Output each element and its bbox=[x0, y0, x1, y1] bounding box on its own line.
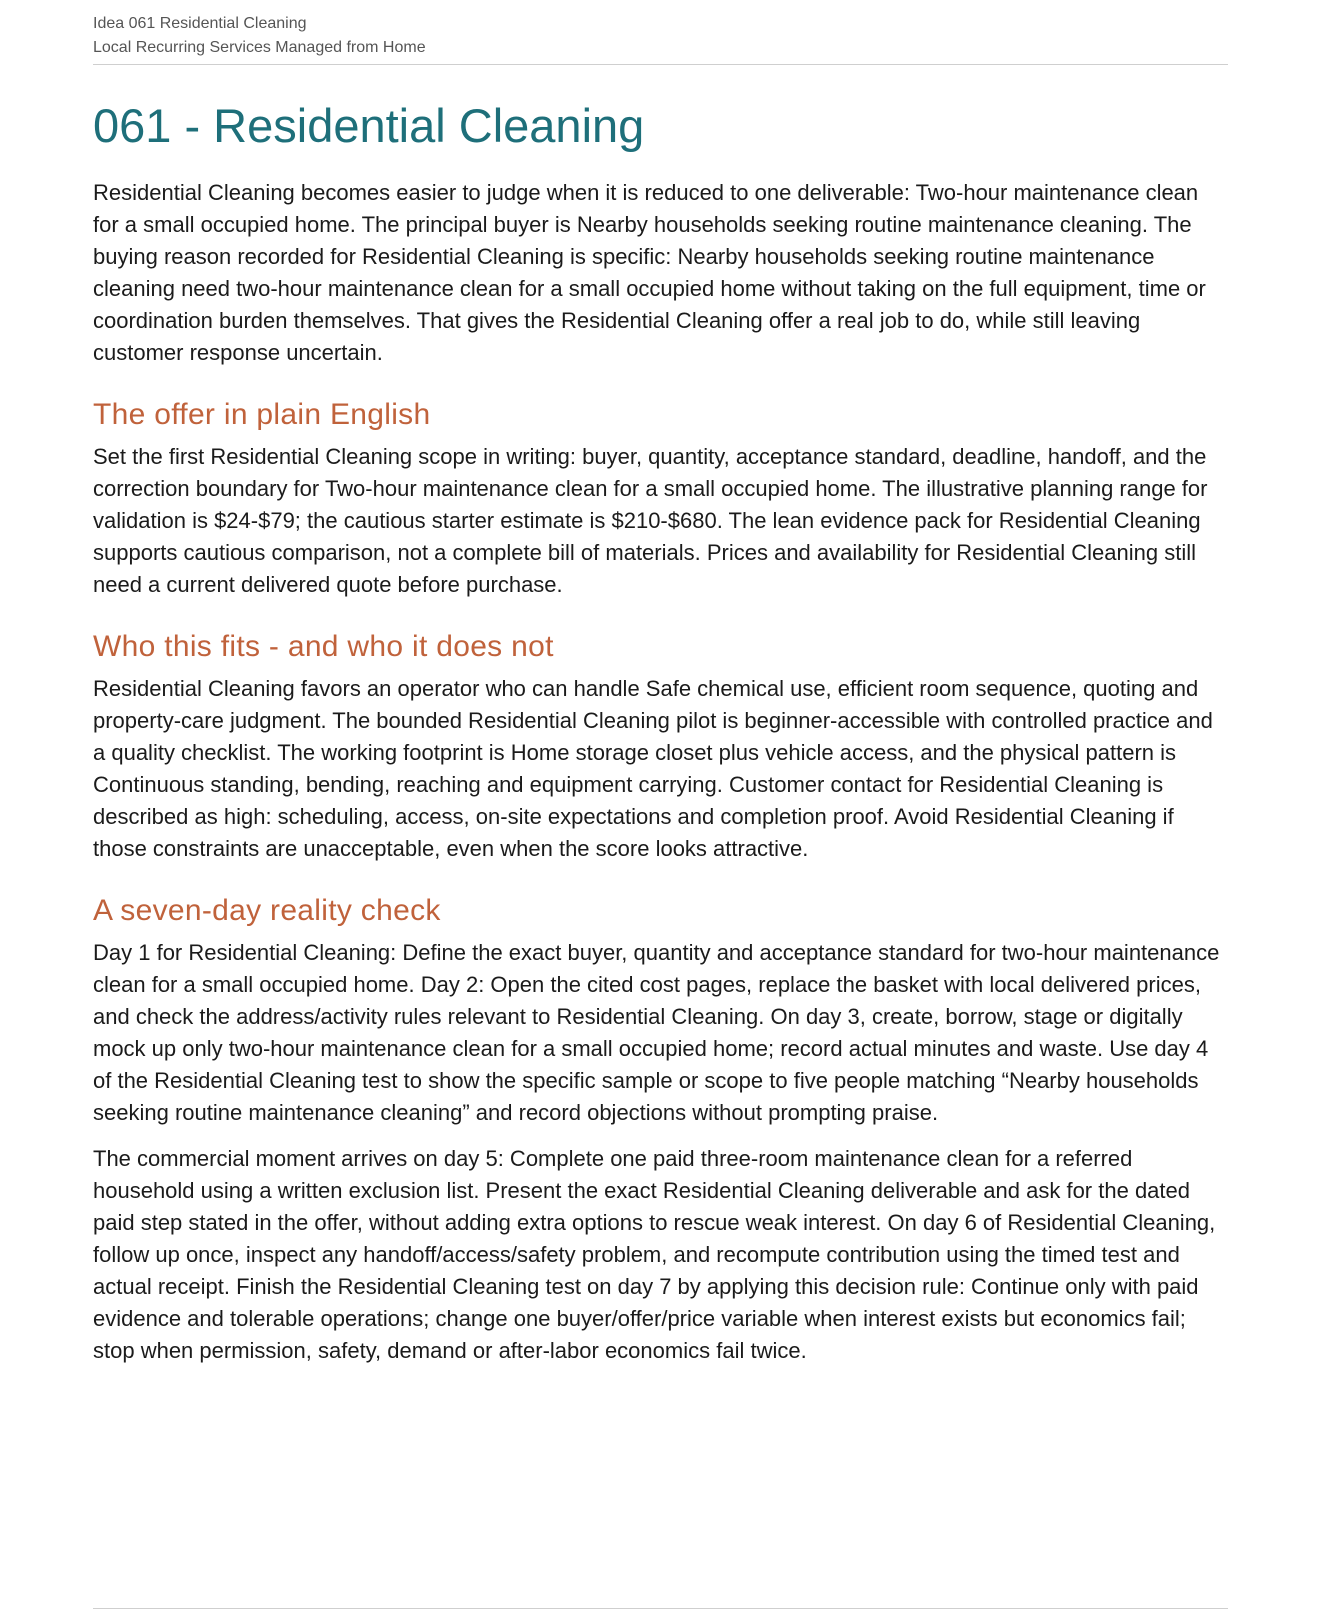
header-category-label: Local Recurring Services Managed from Home bbox=[93, 39, 426, 56]
section-reality-check bbox=[93, 891, 1228, 1367]
running-header bbox=[93, 0, 1228, 65]
document-page bbox=[93, 0, 1228, 1367]
section-heading-fit: Who this fits - and who it does not bbox=[93, 630, 554, 663]
reality-check-paragraph-2: The commercial moment arrives on day 5: Complete one paid three-room maintenance clean for a referred household using a written exclusion list. Present the exact Residential Cleaning deliverable and ask for the dated paid step stated in the offer, without adding extra options to rescue weak interest. On day 6 of Residential Cleaning, follow up once, inspect any handoff/access/safety problem, and recompute contribution using the timed test and actual receipt. Finish the Residential Cleaning test on day 7 by applying this decision rule: Continue only with paid evidence and tolerable operations; change one buyer/offer/price variable when interest exists but economics fail; stop when permission, safety, demand or after-labor economics fail twice. bbox=[93, 1146, 1216, 1363]
fit-paragraph: Residential Cleaning favors an operator who can handle Safe chemical use, efficient room sequence, quoting and property-care judgment. The bounded Residential Cleaning pilot is beginner-accessible with controlled practice and a quality checklist. The working footprint is Home storage closet plus vehicle access, and the physical pattern is Continuous standing, bending, reaching and equipment carrying. Customer contact for Residential Cleaning is described as high: scheduling, access, on-site expectations and completion proof. Avoid Residential Cleaning if those constraints are unacceptable, even when the score looks attractive. bbox=[93, 676, 1213, 861]
offer-paragraph: Set the first Residential Cleaning scope in writing: buyer, quantity, acceptance standard, deadline, handoff, and the correction boundary for Two-hour maintenance clean for a small occupied home. The illustrative planning range for validation is $24-$79; the cautious starter estimate is $210-$680. The lean evidence pack for Residential Cleaning supports cautious comparison, not a complete bill of materials. Prices and availability for Residential Cleaning still need a current delivered quote before purchase. bbox=[93, 444, 1208, 597]
section-heading-reality-check: A seven-day reality check bbox=[93, 894, 441, 927]
footer-divider bbox=[93, 1608, 1228, 1609]
intro-paragraph: Residential Cleaning becomes easier to judge when it is reduced to one deliverable: Two-hour maintenance clean for a small occupied home. The principal buyer is Nearby households seeking routine maintenance cleaning. The buying reason recorded for Residential Cleaning is specific: Nearby households seeking routine maintenance cleaning need two-hour maintenance clean for a small occupied home without taking on the full equipment, time or coordination burden themselves. That gives the Residential Cleaning offer a real job to do, while still leaving customer response uncertain. bbox=[93, 180, 1206, 365]
page-title: 061 - Residential Cleaning bbox=[93, 99, 645, 152]
section-heading-offer: The offer in plain English bbox=[93, 398, 431, 431]
section-fit bbox=[93, 627, 1228, 865]
header-idea-label: Idea 061 Residential Cleaning bbox=[93, 15, 307, 32]
reality-check-paragraph-1: Day 1 for Residential Cleaning: Define the exact buyer, quantity and acceptance standard for two-hour maintenance clean for a small occupied home. Day 2: Open the cited cost pages, replace the basket with local delivered prices, and check the address/activity rules relevant to Residential Cleaning. On day 3, create, borrow, stage or digitally mock up only two-hour maintenance clean for a small occupied home; record actual minutes and waste. Use day 4 of the Residential Cleaning test to show the specific sample or scope to five people matching “Nearby households seeking routine maintenance cleaning” and record objections without prompting praise. bbox=[93, 940, 1220, 1125]
section-offer bbox=[93, 395, 1228, 601]
